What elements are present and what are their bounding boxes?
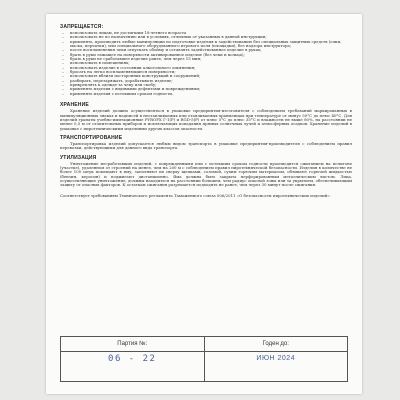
prohibited-item: – брать в руки не сработавшее изделие ранее, чем через 15 мин; [60, 57, 352, 61]
prohibited-item: – использовать не по назначению или в условиях, отличных от указанных в данной инструкции; [60, 35, 352, 39]
sheet-content [60, 24, 352, 202]
storage-text: Хранение изделий должно осуществляться в упаковке предприятия-изготовителя с соблюдением требований маркированных в манипуляционных знаках и надписей в неотапливаемых или отапливаемых хранилищах при температуре от минус 50°С до плюс 40°С. Для изделий гранаты учебно-имитационные PYROFX Г-1(Р) и RGD-5(Р) от плюс 5°С до плюс 35°С и влажности не выше 80%, на расстоянии не менее 0,5 м от отопительных приборов и исключающих попадания прямых солнечных лучей и атмосферных осадков. Хранение изделий в упаковке с пиротехническими изделиями других классов опасности. [60, 108, 352, 131]
disposal-text: Уничтожение несработавших изделий, с поврежденными или с истекшим сроком годности производится сжиганием на полигоне (участке), удаленном от строений на менее, чем на 200 м с соблюдением правил пиротехнической безопасности. Изделия в количестве не более 100 штук помещают в яму, заполняют их сверху щепками, соломой, сухим горючим материалом, обливают горючей жидкостью (бензин, керосин) и поджигают дистанционно. Яма должна быть закрыта перфорированным металлическим листом. Лица, осуществляющие уничтожение, должны находиться на расстоянии большем, чем радиус опасной зоны или за укрытием, обеспечивающим защиту от опасных факторов. К остаткам сжигания разрешается подходить не ранее, чем через 30 минут после сжигания. [60, 160, 352, 188]
expiry-date-stamp: ИЮН 2024 [256, 355, 296, 362]
prohibited-item: – бросать на легко воспламеняющиеся поверхности; [60, 70, 352, 74]
prohibited-item: – прикреплять к одежде за чеку или скобу; [60, 83, 352, 87]
storage-title: ХРАНЕНИЕ [60, 102, 89, 109]
batch-number: 06 - 22 [108, 354, 157, 364]
prohibited-item: – использовать в помещениях; [60, 61, 352, 65]
batch-column [61, 337, 204, 381]
prohibited-title: ЗАПРЕЩАЕТСЯ: [60, 24, 104, 30]
compliance-text: Соответствует требованиям Технического регламента Таможенного союза 006/2011 «О безопасности пиротехнических изделий». [60, 192, 331, 198]
prohibited-item: – применять изделия с видимыми дефектами и повреждениями; [60, 87, 352, 91]
prohibited-list [60, 31, 352, 96]
transport-text: Транспортировка изделий допускается любым видом транспорта в упаковке предприятия-производителя с соблюдением правил перевозки, действующими для данного вида транспорта. [60, 140, 352, 151]
expiry-label: Годен до: [205, 337, 348, 352]
batch-expiry-box [60, 336, 348, 382]
prohibited-item: – применять, производить любые манипуляции по подготовке изделия к задействованию без специальных защитных средств (очки, маска, перчатки), или специального оборудованного игрового поля (площадки), без надзора инструктора; [60, 40, 352, 49]
prohibited-item: – использовать вблизи посторонних конструкций и сооружений; [60, 74, 352, 78]
batch-label: Партия №: [61, 337, 204, 352]
prohibited-item: – использовать лицам, не достигшим 18-летнего возраста [60, 31, 352, 35]
prohibited-item: – брать в руки лежащее на поверхности активированное изделие (без чеки и кольца); [60, 53, 352, 57]
prohibited-item: – использовать изделие в состоянии алкогольного опьянения; [60, 66, 352, 70]
disposal-title: УТИЛИЗАЦИЯ [60, 154, 97, 161]
expiry-column [204, 337, 348, 381]
prohibited-item: – после воспламенения чеки отпускать обойму и оставлять задействованное изделие в руках; [60, 48, 352, 52]
prohibited-item: – разбирать, перезаряжать, дорабатывать изделие; [60, 79, 352, 83]
instruction-sheet [46, 14, 362, 394]
prohibited-item: – применять изделия с истекшим сроком годности. [60, 92, 352, 96]
transport-title: ТРАНСПОРТИРОВАНИЕ [60, 134, 123, 141]
